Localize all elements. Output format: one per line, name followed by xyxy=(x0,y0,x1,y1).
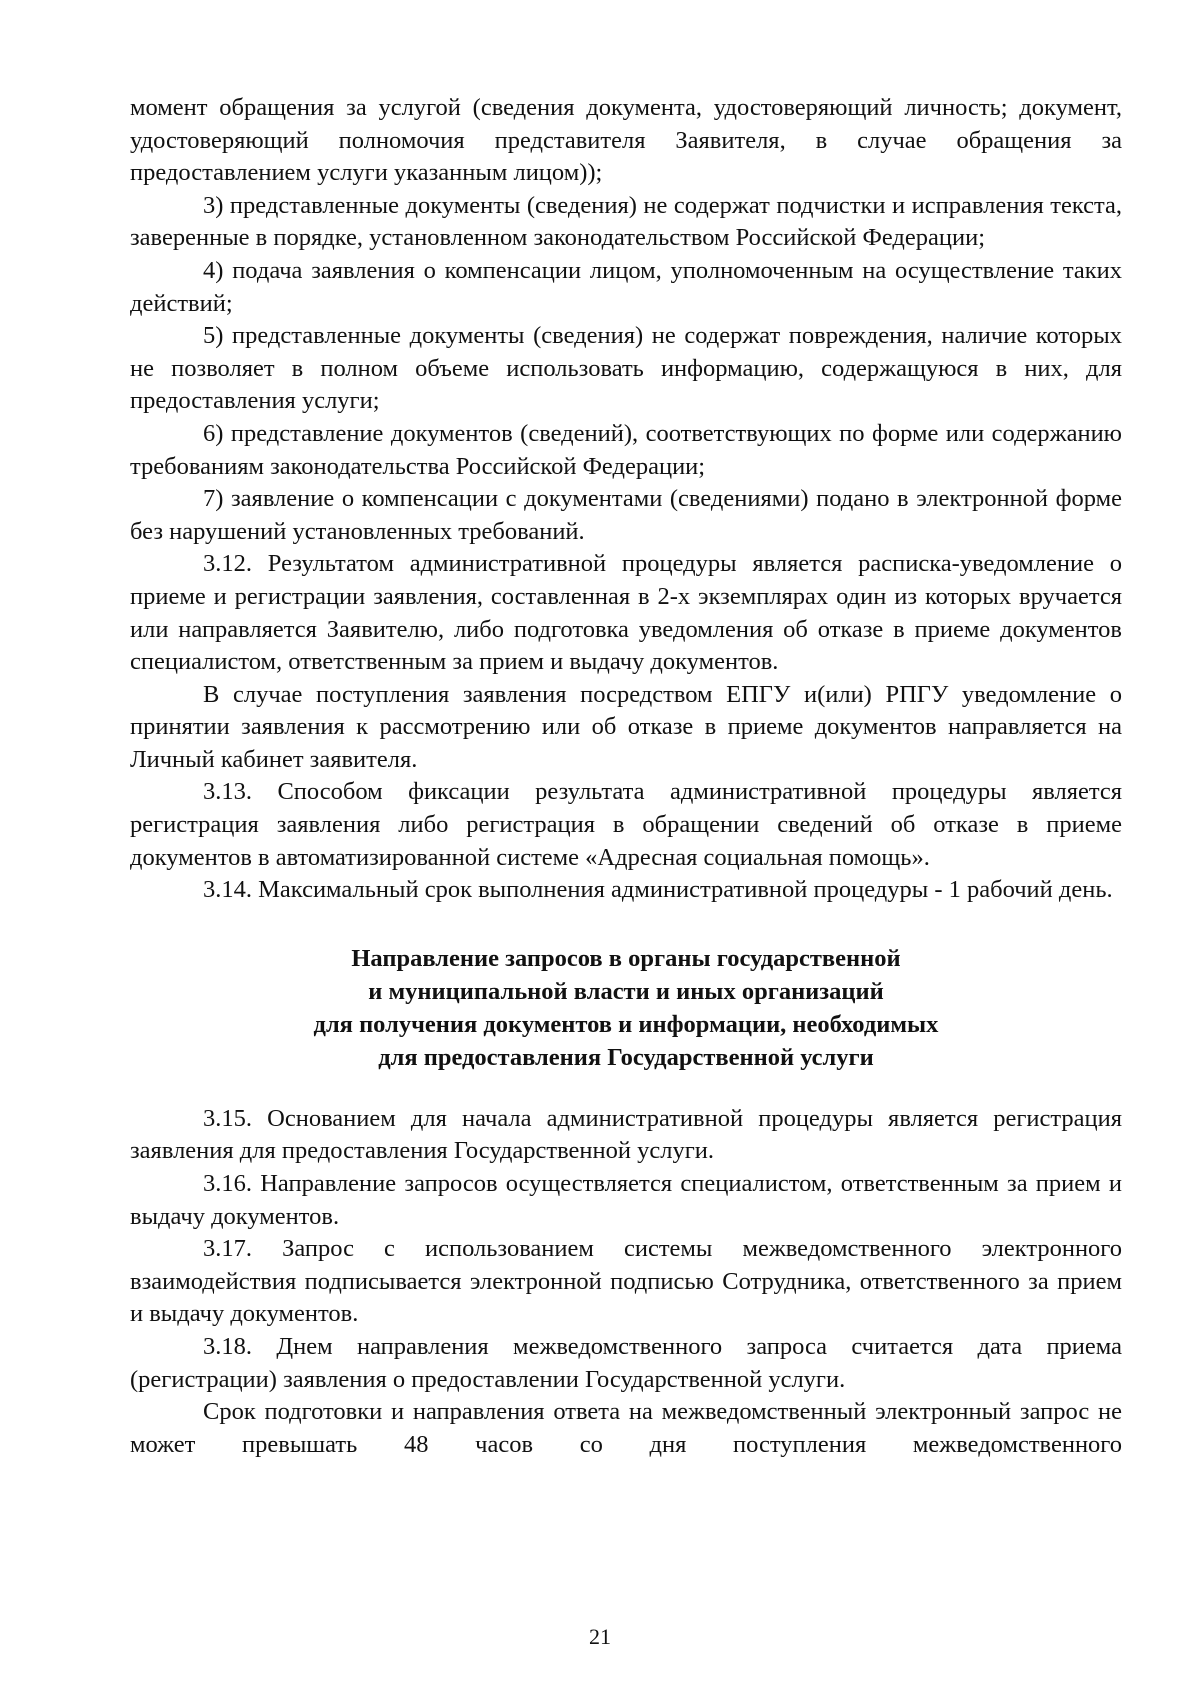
paragraph-item-4: 4) подача заявления о компенсации лицом, уполномоченным на осуществление таких действий; xyxy=(130,256,1122,317)
section-heading-line: для получения документов и информации, необходимых xyxy=(313,1010,939,1038)
paragraph-3-14: 3.14. Максимальный срок выполнения административной процедуры - 1 рабочий день. xyxy=(203,876,1113,904)
section-heading xyxy=(130,942,1122,1074)
section-heading-line: и муниципальной власти и иных организаций xyxy=(368,977,884,1005)
paragraph-3-18: 3.18. Днем направления межведомственного запроса считается дата приема (регистрации) заявления о предоставлении Государственной услуги. xyxy=(130,1333,1122,1393)
paragraph-continuation: момент обращения за услугой (сведения документа, удостоверяющий личность; документ, удостоверяющий полномочия представителя Заявителя, в случае обращения за предоставлением услуги указанным лицом)); xyxy=(130,94,1122,187)
paragraph-3-17: 3.17. Запрос с использованием системы межведомственного электронного взаимодействия подписывается электронной подписью Сотрудника, ответственного за прием и выдачу документов. xyxy=(130,1235,1122,1328)
paragraph-3-13: 3.13. Способом фиксации результата административной процедуры является регистрация заявления либо регистрация в обращении сведений об отказе в приеме документов в автоматизированной системе «Адресная социальная помощь». xyxy=(130,778,1122,871)
paragraph-epgu-notice: В случае поступления заявления посредством ЕПГУ и(или) РПГУ уведомление о принятии заявления к рассмотрению или об отказе в приеме документов направляется на Личный кабинет заявителя. xyxy=(130,680,1122,773)
section-heading-line: для предоставления Государственной услуги xyxy=(378,1043,874,1071)
paragraph-item-5: 5) представленные документы (сведения) не содержат повреждения, наличие которых не позволяет в полном объеме использовать информацию, содержащуюся в них, для предоставления услуги; xyxy=(130,322,1122,415)
page-number: 21 xyxy=(589,1624,611,1649)
paragraph-3-12: 3.12. Результатом административной процедуры является расписка-уведомление о приеме и регистрации заявления, составленная в 2-х экземплярах один из которых вручается или направляется Заявителю, либо подготовка уведомления об отказе в приеме документов специалистом, ответственным за прием и выдачу документов. xyxy=(130,550,1122,676)
document-page xyxy=(130,92,1122,1592)
paragraph-3-16: 3.16. Направление запросов осуществляется специалистом, ответственным за прием и выдачу документов. xyxy=(130,1170,1122,1230)
paragraph-item-3: 3) представленные документы (сведения) не содержат подчистки и исправления текста, заверенные в порядке, установленном законодательством Российской Федерации; xyxy=(130,191,1122,252)
paragraph-response-deadline: Срок подготовки и направления ответа на межведомственный электронный запрос не может превышать 48 часов со дня поступления межведомственного xyxy=(130,1398,1122,1458)
paragraph-item-7: 7) заявление о компенсации с документами (сведениями) подано в электронной форме без нарушений установленных требований. xyxy=(130,485,1122,545)
paragraph-3-15: 3.15. Основанием для начала административной процедуры является регистрация заявления для предоставления Государственной услуги. xyxy=(130,1104,1122,1165)
paragraph-item-6: 6) представление документов (сведений), соответствующих по форме или содержанию требованиям законодательства Российской Федерации; xyxy=(130,419,1122,480)
section-heading-line: Направление запросов в органы государственной xyxy=(351,944,901,972)
